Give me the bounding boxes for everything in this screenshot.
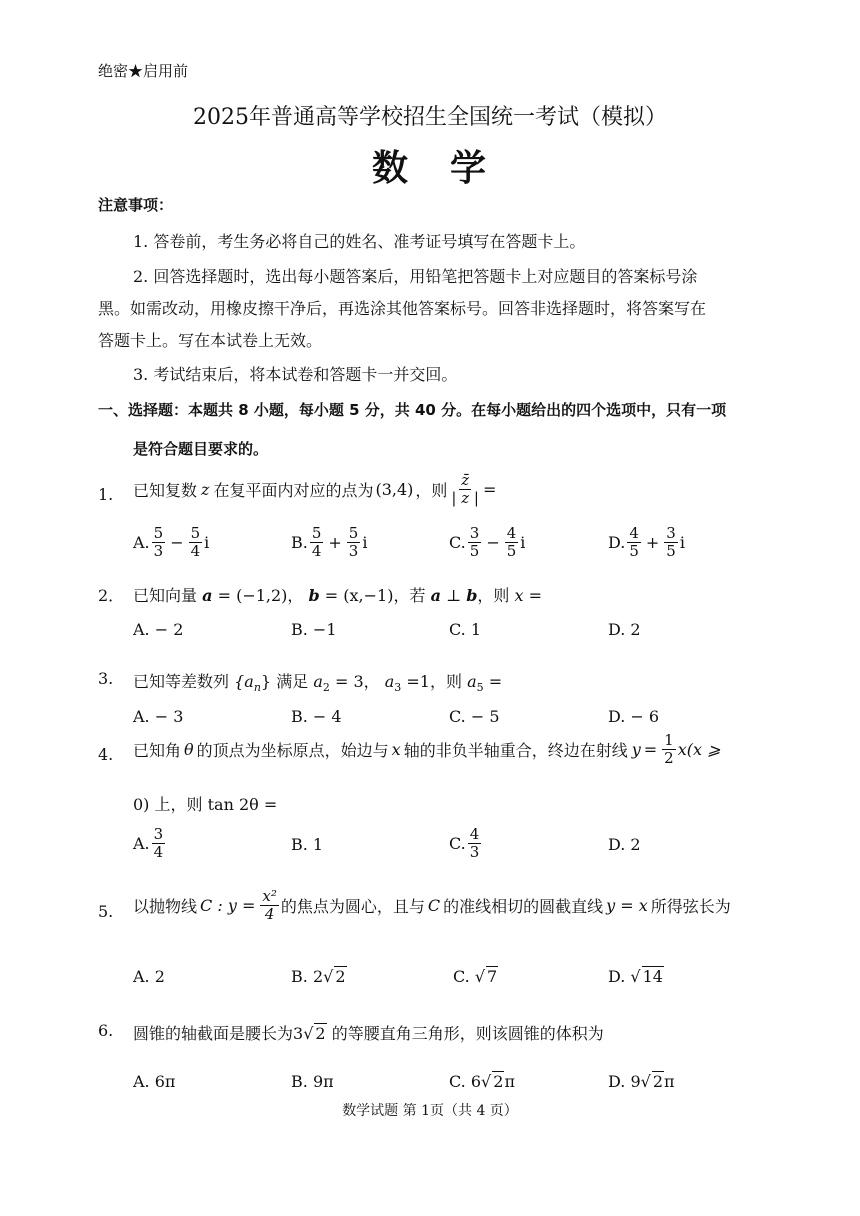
q2-b: b bbox=[308, 586, 320, 605]
q5-c2: C bbox=[427, 896, 441, 915]
q6-d-pi: π bbox=[664, 1072, 675, 1091]
q6-b-pre: 9 bbox=[312, 1072, 324, 1091]
q1-d-frac1 bbox=[627, 525, 641, 560]
q2-b-2: b bbox=[466, 586, 478, 605]
q2-b-val: = (x,−1) bbox=[324, 586, 394, 605]
q1-c-frac2 bbox=[505, 525, 519, 560]
q3-a3-val: =1 bbox=[406, 672, 430, 691]
q3-eq: = bbox=[488, 672, 503, 691]
q2-a-2: a bbox=[430, 586, 441, 605]
q1-option-b bbox=[291, 525, 367, 560]
q2-perp: ⊥ bbox=[446, 586, 462, 605]
q1-d-f1-den: 5 bbox=[629, 542, 639, 560]
q5-fraction bbox=[260, 888, 278, 923]
q3-seq: {a bbox=[234, 672, 254, 691]
q5-option-b: B. 2√ 2 bbox=[291, 967, 346, 986]
q3-then: ，则 bbox=[429, 672, 462, 691]
q1-option-a bbox=[133, 525, 209, 560]
q4-option-d: D. 2 bbox=[608, 835, 641, 854]
q4-option-c-label: C. bbox=[449, 834, 466, 853]
q1-c-f2-num: 4 bbox=[506, 524, 517, 542]
q3-stem bbox=[133, 669, 502, 694]
q6-option-b-label: B. bbox=[291, 1072, 308, 1091]
q1-a-f2-num: 5 bbox=[190, 524, 201, 542]
q2-stem bbox=[133, 583, 542, 606]
q4-option-a bbox=[133, 826, 167, 861]
q4-fraction bbox=[662, 732, 676, 767]
q5-b-rad: 2 bbox=[335, 967, 346, 986]
q1-eq: = bbox=[482, 480, 497, 499]
q4-a-frac bbox=[152, 826, 166, 861]
q3-option-c: C. − 5 bbox=[449, 707, 500, 726]
q5-a-pre: 2 bbox=[154, 967, 165, 986]
q4-c-num: 4 bbox=[469, 825, 480, 843]
q6-a-pi: π bbox=[164, 1072, 176, 1091]
q4-x: x bbox=[391, 740, 401, 759]
q4-frac-den: 2 bbox=[664, 749, 674, 767]
q6-d-rad: 2 bbox=[652, 1072, 664, 1091]
q5-option-b-label: B. bbox=[291, 967, 308, 986]
q1-d-f2-den: 5 bbox=[666, 542, 676, 560]
q4-c-den: 3 bbox=[469, 843, 480, 861]
q4-number: 4. bbox=[98, 745, 114, 764]
q1-d-f2-num: 3 bbox=[666, 524, 676, 542]
q6-option-d: D. 9√ 2π bbox=[608, 1072, 675, 1091]
q5-option-d: D. √ 14 bbox=[608, 967, 663, 986]
confidential-label: 绝密★启用前 bbox=[98, 62, 189, 80]
q5-pre: 以抛物线 bbox=[133, 897, 198, 916]
q4-eq1: = bbox=[643, 740, 658, 759]
q5-d-rad: 14 bbox=[642, 967, 663, 986]
q4-tail: x(x ⩾ bbox=[677, 740, 721, 759]
q6-option-d-label: D. bbox=[608, 1072, 626, 1091]
q5-c-rad: 7 bbox=[487, 967, 498, 986]
q3-a2: a bbox=[313, 672, 323, 691]
q1-pre: 已知复数 bbox=[133, 481, 198, 500]
page-footer: 数学试题 第 1页（共 4 页） bbox=[342, 1103, 518, 1119]
q3-pre: 已知等差数列 bbox=[133, 672, 230, 691]
q1-b-frac1 bbox=[310, 525, 324, 560]
notice-item-2-cont-2: 答题卡上。写在本试卷上无效。 bbox=[98, 331, 323, 350]
q5-line: y = x bbox=[606, 896, 648, 915]
q2-option-d: D. 2 bbox=[608, 620, 641, 639]
q1-number: 1. bbox=[98, 485, 114, 504]
q5-frac-den: 4 bbox=[264, 905, 275, 923]
q2-option-a: A. − 2 bbox=[133, 620, 184, 639]
q1-d-f1-num: 4 bbox=[629, 524, 639, 542]
q5-option-a-label: A. bbox=[133, 967, 150, 986]
q2-eq: = bbox=[528, 586, 543, 605]
q5-option-a bbox=[133, 967, 165, 986]
q6-c-pi: π bbox=[504, 1072, 515, 1091]
q1-c-i: i bbox=[520, 533, 526, 552]
q5-mid: 的焦点为圆心，且与 bbox=[280, 897, 425, 916]
q6-option-c: C. 6√ 2π bbox=[449, 1072, 515, 1091]
q5-tail: 所得弦长为 bbox=[650, 897, 731, 916]
q6-c-rad: 2 bbox=[493, 1072, 504, 1091]
q2-cond: ，若 bbox=[393, 586, 426, 605]
q1-point: (3,4) bbox=[375, 480, 414, 499]
q3-a2-val: = 3 bbox=[334, 672, 364, 691]
q3-option-b: B. − 4 bbox=[291, 707, 342, 726]
q6-rad: 2 bbox=[315, 1024, 326, 1043]
q1-c-f1-den: 5 bbox=[469, 542, 480, 560]
notice-item-1: 1. 答卷前，考生务必将自己的姓名、准考证号填写在答题卡上。 bbox=[133, 232, 586, 251]
q1-c-f1-num: 3 bbox=[469, 524, 480, 542]
q4-theta: θ bbox=[184, 740, 194, 759]
q1-b-i: i bbox=[362, 533, 368, 552]
q6-b-pi: π bbox=[323, 1072, 334, 1091]
q1-a-frac1 bbox=[152, 525, 166, 560]
q4-pre: 已知角 bbox=[133, 741, 182, 760]
q4-mid1: 的顶点为坐标原点，始边与 bbox=[196, 741, 389, 760]
exam-title: 2025年普通高等学校招生全国统一考试（模拟） bbox=[193, 105, 667, 130]
notice-heading: 注意事项： bbox=[98, 196, 174, 214]
q3-a3: a bbox=[384, 672, 395, 691]
q4-y: y bbox=[631, 740, 641, 759]
q4-option-c bbox=[449, 826, 483, 861]
q4-frac-num: 1 bbox=[664, 731, 674, 749]
q3-option-d: D. − 6 bbox=[608, 707, 660, 726]
q2-pre: 已知向量 bbox=[133, 586, 198, 605]
q1-option-a-label: A. bbox=[133, 533, 150, 552]
q1-b-op: + bbox=[328, 533, 342, 552]
q1-b-f2-num: 5 bbox=[348, 524, 359, 542]
q1-option-b-label: B. bbox=[291, 533, 308, 552]
q2-then: ，则 bbox=[477, 586, 510, 605]
q3-option-a: A. − 3 bbox=[133, 707, 184, 726]
q1-then: ，则 bbox=[415, 481, 448, 500]
q1-option-d-label: D. bbox=[608, 533, 626, 552]
q3-mid: 满足 bbox=[276, 672, 309, 691]
q5-b-pre: 2 bbox=[312, 967, 324, 986]
q3-seq-close: } bbox=[260, 672, 272, 691]
q6-pre: 圆锥的轴截面是腰长为 bbox=[133, 1024, 294, 1043]
q1-option-c-label: C. bbox=[449, 533, 466, 552]
q6-option-a-label: A. bbox=[133, 1072, 150, 1091]
q4-stem-line-2: 0) 上，则 tan 2θ = bbox=[133, 795, 278, 814]
q5-curve: C : y = bbox=[200, 896, 256, 915]
q4-a-den: 4 bbox=[153, 843, 164, 861]
q3-a2-sub: 2 bbox=[322, 681, 330, 695]
q1-d-i: i bbox=[679, 533, 685, 552]
notice-item-2-cont-1: 黑。如需改动，用橡皮擦干净后，再选涂其他答案标号。回答非选择题时，将答案写在 bbox=[98, 299, 707, 318]
q5-option-c-label: C. bbox=[453, 967, 470, 986]
q1-c-frac1 bbox=[468, 525, 482, 560]
q3-a5: a bbox=[467, 672, 477, 691]
q6-option-a bbox=[133, 1072, 175, 1091]
q3-a5-sub: 5 bbox=[476, 681, 484, 695]
q5-frac-num: x² bbox=[262, 887, 277, 905]
q6-option-b bbox=[291, 1072, 334, 1091]
q6-c-pre: 6 bbox=[470, 1072, 482, 1091]
q6-tail: 的等腰直角三角形，则该圆锥的体积为 bbox=[331, 1024, 604, 1043]
q1-b-frac2 bbox=[347, 525, 361, 560]
q1-fraction bbox=[449, 472, 481, 507]
q1-c-op: − bbox=[486, 533, 500, 552]
q6-stem: 圆锥的轴截面是腰长为3√ 2 的等腰直角三角形，则该圆锥的体积为 bbox=[133, 1024, 604, 1043]
q2-option-c: C. 1 bbox=[449, 620, 482, 639]
q6-option-c-label: C. bbox=[449, 1072, 466, 1091]
q2-a-val: = (−1,2) bbox=[217, 586, 288, 605]
q1-b-f1-num: 5 bbox=[311, 524, 322, 542]
q2-number: 2． bbox=[98, 586, 125, 605]
q6-d-pre: 9 bbox=[630, 1072, 641, 1091]
q1-b-f2-den: 3 bbox=[348, 542, 359, 560]
q1-d-op: + bbox=[645, 533, 660, 552]
q4-a-num: 3 bbox=[153, 825, 164, 843]
q1-a-f1-den: 3 bbox=[153, 542, 164, 560]
notice-item-2: 2. 回答选择题时，选出每小题答案后，用铅笔把答题卡上对应题目的答案标号涂 bbox=[133, 267, 698, 286]
q1-a-op: − bbox=[170, 533, 184, 552]
q1-a-frac2 bbox=[189, 525, 203, 560]
q1-a-i: i bbox=[204, 533, 210, 552]
q6-number: 6. bbox=[98, 1021, 114, 1040]
q1-a-f1-num: 5 bbox=[153, 524, 164, 542]
notice-item-3: 3. 考试结束后，将本试卷和答题卡一并交回。 bbox=[133, 365, 458, 384]
subject-char-1: 数 bbox=[371, 148, 410, 189]
q4-c-frac bbox=[468, 826, 482, 861]
q4-option-b: B. 1 bbox=[291, 835, 324, 854]
q2-a: a bbox=[202, 586, 213, 605]
q1-option-d bbox=[608, 525, 685, 560]
q1-frac-den: | z | bbox=[451, 489, 479, 507]
q3-seq-sub: n bbox=[253, 681, 261, 695]
q4-mid2: 轴的非负半轴重合，终边在射线 bbox=[403, 741, 628, 760]
q3-a3-sub: 3 bbox=[394, 681, 402, 695]
q3-number: 3. bbox=[98, 669, 114, 688]
q2-option-b: B. −1 bbox=[291, 620, 337, 639]
q1-b-f1-den: 4 bbox=[311, 542, 322, 560]
q4-option-a-label: A. bbox=[133, 834, 150, 853]
q6-a-pre: 6 bbox=[154, 1072, 165, 1091]
q5-option-d-label: D. bbox=[608, 967, 626, 986]
q1-frac-num: z̄ bbox=[461, 471, 470, 489]
q1-c-f2-den: 5 bbox=[506, 542, 517, 560]
q3-sep: ， bbox=[363, 672, 380, 691]
q1-mid: 在复平面内对应的点为 bbox=[213, 481, 374, 500]
q5-option-c: C. √ 7 bbox=[453, 967, 498, 986]
q5-number: 5. bbox=[98, 902, 114, 921]
q1-option-c bbox=[449, 525, 525, 560]
q5-mid2: 的准线相切的圆截直线 bbox=[443, 897, 604, 916]
q2-comma: ， bbox=[287, 586, 304, 605]
subject-char-2: 学 bbox=[450, 148, 489, 189]
q6-coef: 3 bbox=[293, 1024, 304, 1043]
q2-x: x bbox=[514, 586, 524, 605]
q1-z: z bbox=[201, 480, 210, 499]
q4-stem bbox=[133, 732, 721, 767]
q1-d-frac2 bbox=[664, 525, 678, 560]
section-heading-line-1: 一、选择题：本题共 8 小题，每小题 5 分，共 40 分。在每小题给出的四个选项中，只有一项 bbox=[98, 401, 727, 419]
section-heading-line-2: 是符合题目要求的。 bbox=[133, 440, 269, 458]
q1-a-f2-den: 4 bbox=[190, 542, 201, 560]
subject-title bbox=[0, 140, 860, 191]
q5-stem bbox=[133, 888, 731, 923]
q1-stem bbox=[133, 472, 496, 507]
